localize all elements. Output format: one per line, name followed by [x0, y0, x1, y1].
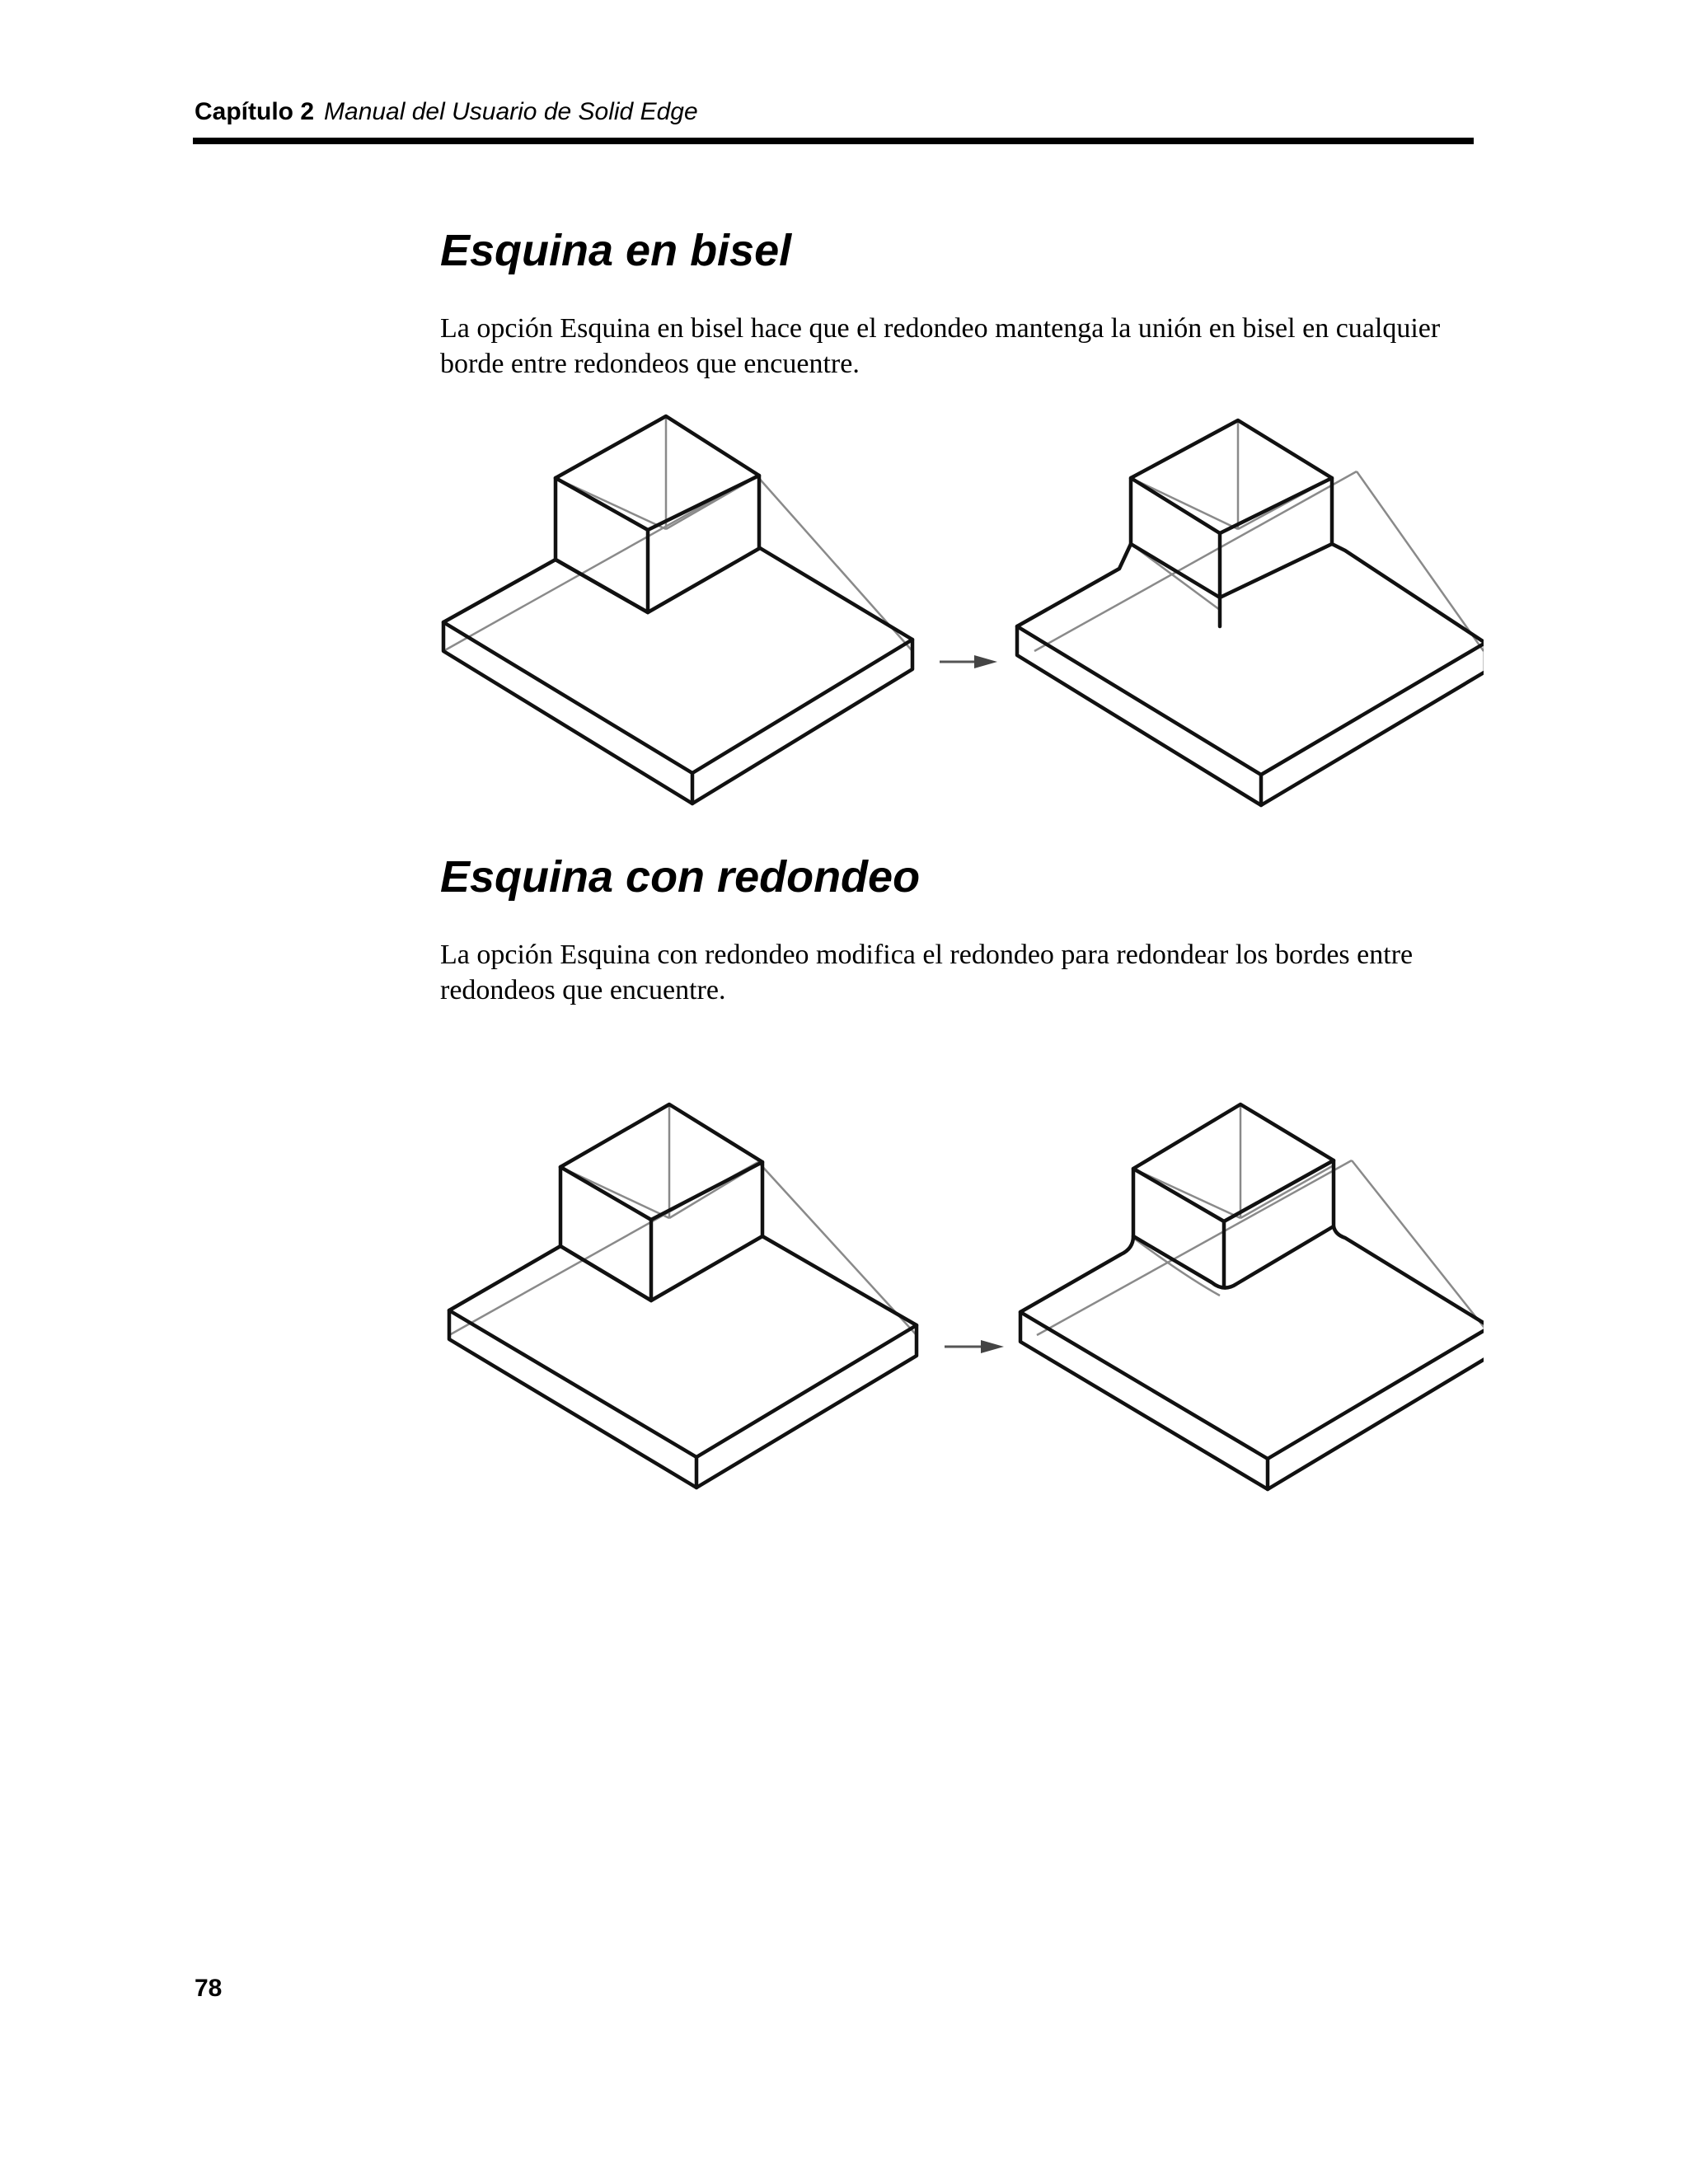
running-header [195, 97, 698, 127]
manual-title: Manual del Usuario de Solid Edge [324, 98, 698, 125]
figure-round-corner [429, 1088, 1484, 1500]
model-before-round [449, 1104, 917, 1488]
model-after-bevel [1017, 420, 1484, 805]
model-before-bevel [443, 416, 912, 804]
model-after-round [1020, 1104, 1484, 1489]
transition-arrow-round [945, 1340, 1004, 1353]
section-paragraph-round: La opción Esquina con redondeo modifica el redondeo para redondear los bordes entre redondeos que encuentre. [440, 940, 1414, 1005]
transition-arrow-bevel [940, 655, 997, 668]
chapter-label: Capítulo 2 [195, 98, 315, 125]
section-heading-round: Esquina con redondeo [440, 852, 921, 902]
section-heading-bevel: Esquina en bisel [440, 226, 792, 275]
page-number: 78 [195, 1975, 223, 2002]
figure-bevel-corner [429, 404, 1484, 816]
section-paragraph-bevel: La opción Esquina en bisel hace que el redondeo mantenga la unión en bisel en cualquier borde entre redondeos que encuentre. [440, 313, 1441, 379]
header-rule [193, 138, 1474, 144]
